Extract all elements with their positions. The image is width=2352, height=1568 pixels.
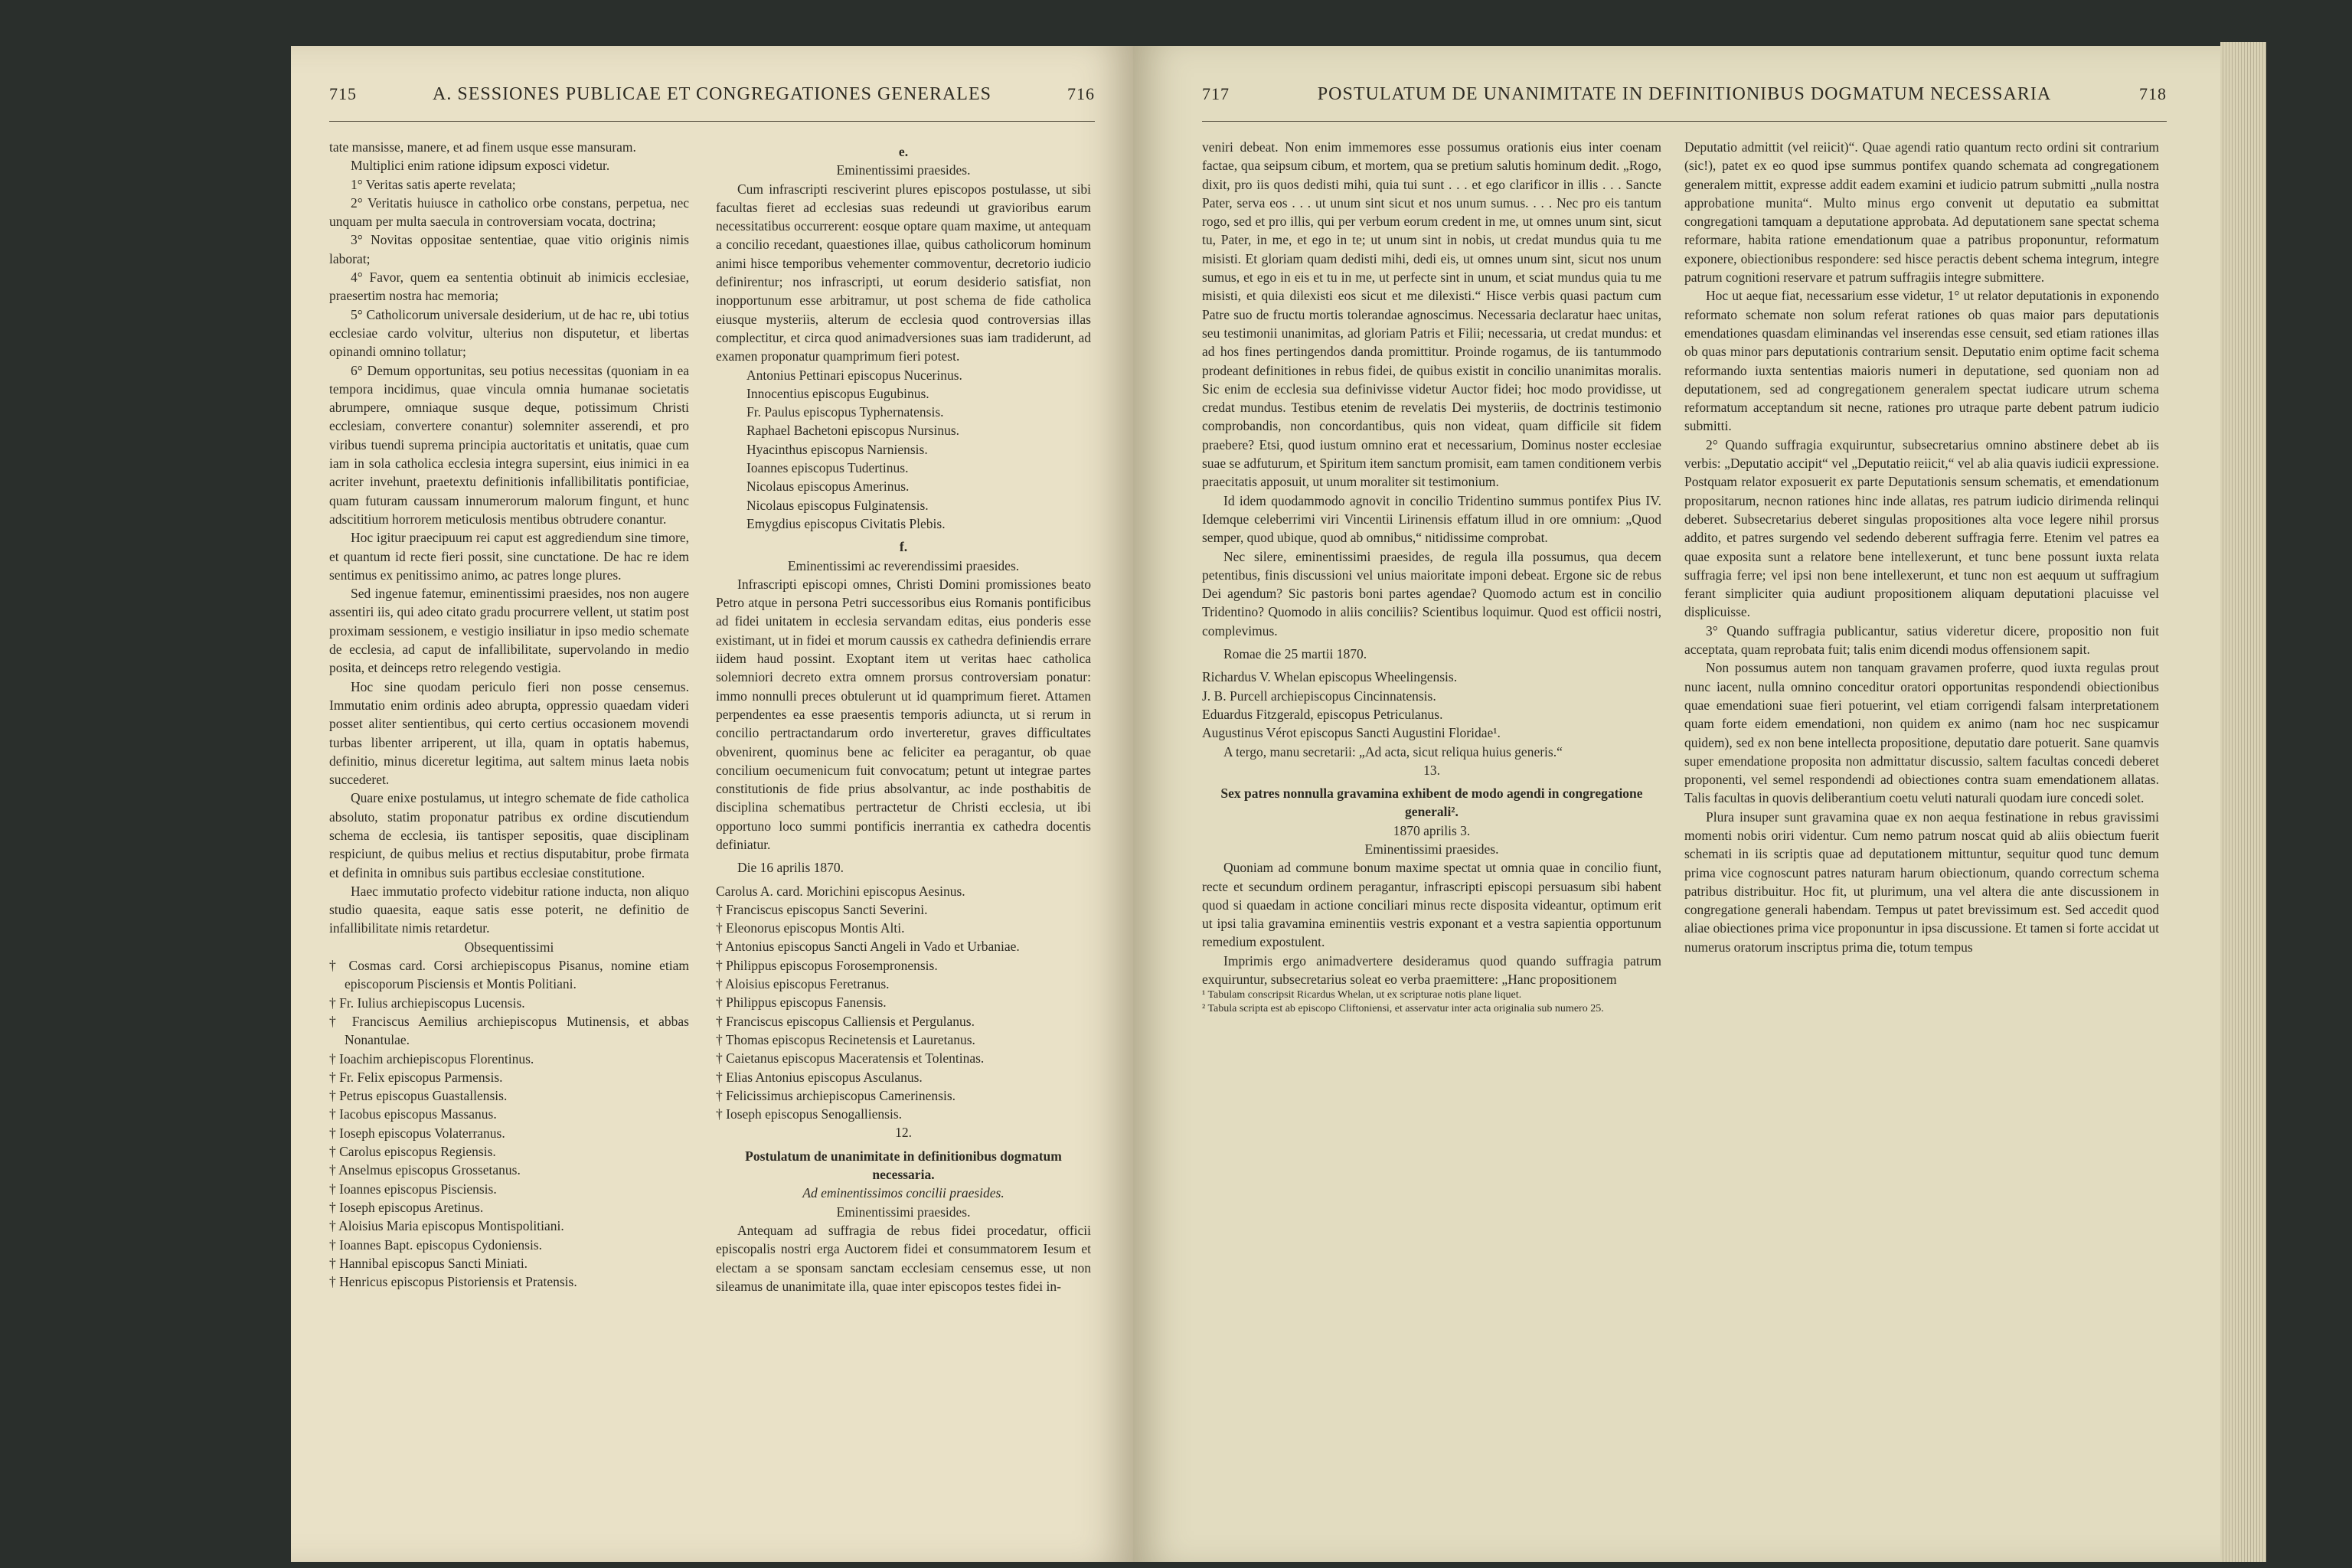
endorsement: A tergo, manu secretarii: „Ad acta, sicut reliqua huius generis.“ (1223, 743, 1563, 760)
document-title: Sex patres nonnulla gravamina exhibent de modo agendi in congregatione generali². (1220, 786, 1643, 820)
salutation: Eminentissimi praesides. (1364, 841, 1499, 857)
right-page (1133, 46, 2220, 1562)
signature: † Ioachim archiepiscopus Florentinus. (329, 1050, 534, 1067)
signature: Nicolaus episcopus Amerinus. (746, 479, 910, 495)
paragraph: Sed ingenue fatemur, eminentissimi praesides, nos non augere assentiri iis, qui adeo citato gradu procurrere vellent, ut statim post proximam sessionem, e vestigio insiliatur in ipso medio schemate de ecclesia, ad caput de infallibilitate, supervolando in medio posita, et deinceps retro relegendo vestigia. (329, 586, 689, 676)
signature-list (716, 366, 1091, 534)
left-page (291, 46, 1133, 1562)
date-line: Romae die 25 martii 1870. (1223, 646, 1367, 662)
paragraph: veniri debeat. Non enim immemores esse possumus orationis eius inter coenam factae, qua seipsum cibum, et mortem, qua se pretium salutis hominum dedit. „Rogo, dixit, pro iis quos dedisti mihi, quia tui sunt . . . et ego clarificor in illis . . . Sancte Pater, serva eos . . . ut unum sint sicut et nos unum sumus. . . . Nec pro eis tantum rogo, sed et pro illis, qui per verbum eorum credent in me, ut omnes unum sint, sicut tu, Pater, in me, et ego in te; ut unum sint in nobis, ut credat mundus quia tu me misisti. Et gloriam quam dedisti mihi, dedi eis, ut omnes unum sint, sicut nos unum sumus, et ego in eis et tu in me, ut perfecte sint in unum, et sciat mundus quia tu me misisti, et quia dilexisti eos sicut et me dilexisti.“ Hisce verbis quasi pactum cum Patre suo de fructu mortis tolerandae agnoscimus. Necessaria declaratur haec unitas, seu testimonii unanimitas, ad gloriam Patris et Filii; necessaria, ut credat mundus: et ad hos fines pertingendos danda promittitur. Proinde rogamus, de iis tantummodo prodeant definitiones in rebus fidei, de quibus existit in concilio unanimitas moralis. Sic enim de ecclesia sua definivisse videtur Auctor fidei; hoc modo providisse, ut credat mundus. Testibus etenim de revelatis Dei mysteriis, de doctrinis testimonio comprobandis, non concordantibus, quis non videat, quam difficile sit fidem praebere? Etsi, quod iustum omnino erat et necessarium, Dominus noster ecclesiae suae se adfuturum, et Spiritum item sanctum promisit, eam tamen conditionem verbis praecitatis apposuit, ut unum moraliter sit testimonium. (1202, 139, 1661, 490)
paragraph: Cum infrascripti resciverint plures episcopos postulasse, ut sibi facultas fieret ad ecclesias suas redeundi ut gravioribus earum necessitatibus occurrerent: eosque optare quam maxime, ut antequam a concilio recedant, quaestiones illae, quibus catholicorum hominum animi hisce temporibus vehementer commoventur, decretorio iudicio definirentur; nos infrascripti, ut eorum desiderio satisfiat, non inopportunum esse arbitramur, ut post schema de fide catholica eiusque mysteriis, alterum de ecclesia quod controversias illas complectitur, et circa quod animadversiones suas iam tradiderunt, ad examen proponatur quamprimum fieri potest. (716, 181, 1091, 364)
paragraph: Id idem quodammodo agnovit in concilio Tridentino summus pontifex Pius IV. Idemque celeberrimi viri Vincentii Lirinensis effatum illud in ore omnium: „Quod semper, quod ubique, quod ab omnibus,“ nitidissime comprobat. (1202, 492, 1661, 546)
paragraph: tate mansisse, manere, et ad finem usque esse mansuram. (329, 139, 636, 155)
signature: J. B. Purcell archiepiscopus Cincinnatensis. (1202, 688, 1436, 704)
salutation: Eminentissimi praesides. (836, 162, 971, 178)
signature: † Petrus episcopus Guastallensis. (329, 1088, 508, 1104)
paragraph: 3° Quando suffragia publicantur, satius videretur dicere, propositio non fuit acceptata, quam reprobata fuit; talis enim dicendi modus offensionem sapit. (1684, 622, 2159, 658)
paragraph: 2° Quando suffragia exquiruntur, subsecretarius omnino abstinere debet ab iis verbis: „Deputatio accipit“ vel „Deputatio reiicit,“ vel ab alia quavis iudicii expressione. Postquam relator exposuerit ex parte Deputationis sensum schematis, et emendationum propositarum, necnon rationes hinc inde allatas, res patrum iudicio dirimenda relinqui deberet. Subsecretarius deberet singulas propositiones alta voce legere nihil prorsus addito, et patres surgendo vel sedendo deberent suffragia ferre. Etenim vel patres ea quae exposita sunt a relatore bene intellexerunt, et tunc bene possunt iuxta relata suffragia ferre; vel ipsi non bene intellexerunt, et tunc non est aequum ut suffragium ferant simpliciter quia audiunt propositionem aliquam deputationi placuisse vel displicuisse. (1684, 436, 2159, 620)
salutation: Eminentissimi praesides. (836, 1204, 971, 1220)
signature: † Fr. Iulius archiepiscopus Lucensis. (329, 995, 525, 1011)
signature: † Aloisius episcopus Feretranus. (716, 976, 890, 992)
signature: † Antonius episcopus Sancti Angeli in Vado et Urbaniae. (716, 939, 1020, 955)
paragraph: 3° Novitas oppositae sententiae, quae vitio originis nimis laborat; (329, 232, 689, 266)
running-title: POSTULATUM DE UNANIMITATE IN DEFINITIONIBUS DOGMATUM NECESSARIA (1317, 84, 2052, 104)
signature: Carolus A. card. Morichini episcopus Aesinus. (716, 883, 965, 899)
left-page-column-1 (329, 138, 689, 1291)
signature: † Henricus episcopus Pistoriensis et Pratensis. (329, 1274, 577, 1290)
left-page-header (329, 84, 1095, 115)
signature: † Franciscus episcopus Calliensis et Pergulanus. (716, 1013, 975, 1029)
paragraph: Hoc ut aeque fiat, necessarium esse videtur, 1° ut relator deputationis in exponendo reformato schemate non solum referat rationes ob quas maior pars deputationis emendationes quasdam eliminandas vel inserendas esse censuit, sed etiam rationes illas ob quas minor pars deputationis contrarium sensit. Deputatio enim optime facit schema reformando iuxta sententias maioris numeri in deputatione, sed quoniam non ad deputationem, sed ad congregationem generalem spectat iudicare utrum schema reformatum acceptandum sit necne, rationes pro utraque parte debent patrum iudicio submitti. (1684, 288, 2159, 434)
signature: † Philippus episcopus Forosempronensis. (716, 957, 938, 973)
page-number: 716 (1067, 84, 1095, 103)
signature: Ioannes episcopus Tudertinus. (746, 460, 909, 476)
signature: † Ioseph episcopus Aretinus. (329, 1199, 484, 1215)
signature: † Ioannes episcopus Pisciensis. (329, 1181, 497, 1197)
signature: † Hannibal episcopus Sancti Miniati. (329, 1255, 528, 1271)
signature: † Aloisius Maria episcopus Montispolitiani. (329, 1218, 564, 1234)
signature: Hyacinthus episcopus Narniensis. (746, 441, 928, 457)
signature: † Philippus episcopus Fanensis. (716, 995, 887, 1011)
signature: Fr. Paulus episcopus Typhernatensis. (746, 404, 944, 420)
signature: † Fr. Felix episcopus Parmensis. (329, 1069, 503, 1085)
signature: Augustinus Vérot episcopus Sancti Augustini Floridae¹. (1202, 725, 1501, 741)
signature: Richardus V. Whelan episcopus Wheelingensis. (1202, 669, 1458, 685)
signature: † Anselmus episcopus Grossetanus. (329, 1162, 521, 1178)
page-number: 717 (1202, 84, 1230, 103)
document-title: Postulatum de unanimitate in definitionibus dogmatum necessaria. (745, 1148, 1062, 1183)
paragraph: Imprimis ergo animadvertere desideramus quod quando suffragia patrum exquiruntur, subsecretarius soleat eo verba praemittere: „Hanc propositionem (1202, 952, 1661, 988)
signature: † Franciscus episcopus Sancti Severini. (716, 901, 928, 917)
paragraph: Antequam ad suffragia de rebus fidei procedatur, officii episcopalis nostri erga Auctorem fidei et consummatorem Iesum et electam a se sponsam sanctam ecclesiam censemus esse, ut non sileamus de unanimitate illa, quae inter episcopos testes fidei in- (716, 1222, 1091, 1294)
paragraph: Quare enixe postulamus, ut integro schemate de fide catholica absoluto, statim proponatur patribus ex ordine discutiendum schema de ecclesia, iis tantisper sepositis, quae disciplinam respiciunt, de quibus melius et rectius disputabitur, probe firmata et definita in omnibus suis partibus ecclesiae constitutione. (329, 790, 689, 880)
signature: † Thomas episcopus Recinetensis et Lauretanus. (716, 1031, 975, 1047)
signature: Nicolaus episcopus Fulginatensis. (746, 497, 929, 513)
header-rule (1202, 121, 2167, 122)
signature-list (1202, 668, 1661, 742)
paragraph: 5° Catholicorum universale desiderium, ut de hac re, ubi totius ecclesiae cardo volvitur, ulterius non disputetur, et libertas opinandi omnino tollatur; (329, 306, 689, 360)
salutation: Eminentissimi ac reverendissimi praesides. (787, 557, 1020, 573)
paragraph: Quoniam ad commune bonum maxime spectat ut omnia quae in concilio fiunt, recte et secundum ordinem peragantur, infrascripti episcopi persuasum sibi habent quod si quaedam in actione conciliari minus recte disposita videantur, optimum erit ut ipsi talia gravamina eminentiis vestris exponant et a vestra sapientia opportunum remedium expostulent. (1202, 860, 1661, 950)
paragraph: Hoc sine quodam periculo fieri non posse censemus. Immutatio enim ordinis adeo abrupta, oppressio quaedam videri posset aliter sentientibus, qui certo certius occasionem movendi turbas libenter arriperent, ut illa, quam in optatis habemus, definitio, minus diceretur legitima, aut saltem minus laeta nobis succederet. (329, 678, 689, 788)
signature: Raphael Bachetoni episcopus Nursinus. (746, 423, 960, 439)
paragraph: Hoc igitur praecipuum rei caput est aggrediendum sine timore, et quantum id recte fieri possit, sine cunctatione. De hac re idem sentimus ex penitissimo animo, ac patres longe plures. (329, 530, 689, 583)
signature: † Caietanus episcopus Maceratensis et Tolentinas. (716, 1050, 985, 1067)
paragraph: Infrascripti episcopi omnes, Christi Domini promissiones beato Petro atque in persona Petri successoribus eius Romanis pontificibus ad fidei unitatem in ecclesia servandam editas, eius ponderis esse existimant, ut in fidei et morum caussis ex cathedra definiendis errare iidem haud possint. Exoptant item ut veritas haec catholica solemniori decreto extra omnem prorsus controversiam ponatur: immo nonnulli preces obtulerunt ut id quamprimum fieret. Attamen perpendentes ea esse praesentis temporis adiuncta, ut si rerum in concilio pertractandarum ordo inverteretur, graves difficultates obvenirent, quominus bene ac feliciter ea peragantur, ob quae concilium oecumenicum fuit convocatum; petunt ut integrae partes constitutionis de fide prius absolvantur, ac inde posthabitis de disciplina schematibus pertractetur de Christi ecclesia, ut ibi opportuno loco summi pontificis inerrantia ex cathedra docentis definiatur. (716, 576, 1091, 852)
document-number: 12. (895, 1125, 912, 1141)
date-line: 1870 aprilis 3. (1393, 822, 1471, 838)
signature: † Cosmas card. Corsi archiepiscopus Pisanus, nomine etiam episcoporum Pisciensis et Montis Politiani. (329, 958, 689, 992)
signature-list (329, 956, 689, 1291)
page-number: 715 (329, 84, 357, 103)
paragraph: 2° Veritatis huiusce in catholico orbe constans, perpetua, nec unquam per multa saecula in controversiam vocata, doctrina; (329, 194, 689, 230)
paragraph: Haec immutatio profecto videbitur ratione inducta, non aliquo studio quaesita, eaque satis esse poterit, ne definitio de infallibilitate nimis retardetur. (329, 883, 689, 936)
signature: † Ioseph episcopus Volaterranus. (329, 1125, 505, 1141)
address-line: Ad eminentissimos concilii praesides. (802, 1185, 1004, 1201)
footnote: ¹ Tabulam conscripsit Ricardus Whelan, ut ex scripturae notis plane liquet. (1202, 989, 1522, 1001)
paragraph: 6° Demum opportunitas, seu potius necessitas (quoniam in ea tempora incidimus, quae vincula omnia humanae societatis abrumpere, omniaque susque deque, potissimum Christi ecclesiam, convertere conantur) solemniter asserendi, et pro viribus tuendi suprema principia auctoritatis et unitatis, quae cum iam in sola catholica ecclesia integra supersint, eius inimici in ea acriter invehunt, praetextu definitionis infallibilitatis pontificiae, quam futuram caussam innumerorum malorum fingunt, et hunc adscititium horrorem meticulosis mentibus obtrudere conantur. (329, 362, 689, 527)
paragraph: Non possumus autem non tanquam gravamen proferre, quod iuxta regulas prout nunc iacent, nulla omnino conceditur oratori opportunitas respondendi obiectionibus quae emendationi suae fieri potuerint, vel etiam corrigendi falsam interpretationem quam forte eidem emendationi, non quidem ex animo (nam hoc nec suspicamur quidem), sed ex non bene intellecta propositione, deputatio dare potuerit. Sane quamvis super emendatione proposita non admittatur discussio, saltem facultas concedi deberet proponenti, vel semel respondendi ad obiectiones contra suam emendationem allatas. Talis facultas in quovis deliberantium coetu veluti naturali quodam iure concedi solet. (1684, 660, 2159, 806)
running-title: A. SESSIONES PUBLICAE ET CONGREGATIONES GENERALES (433, 84, 991, 104)
signature: Antonius Pettinari episcopus Nucerinus. (746, 367, 962, 383)
signature: † Eleonorus episcopus Montis Alti. (716, 920, 905, 936)
right-page-column-1 (1202, 138, 1661, 1016)
signature: † Ioannes Bapt. episcopus Cydoniensis. (329, 1236, 543, 1253)
paragraph: Nec silere, eminentissimi praesides, de regula illa possumus, qua decem petentibus, finis discussioni vel unius maioritate imponi debeat. Ergone sic de rebus Dei agendum? Sic pastoris boni partes agendae? Quomodo actum est in concilio Tridentino? Quomodo in aliis conciliis? Scientibus loquimur. Quod est officii nostri, complevimus. (1202, 548, 1661, 639)
right-page-column-2 (1684, 138, 2159, 956)
left-page-column-2 (716, 138, 1091, 1295)
signature: † Franciscus Aemilius archiepiscopus Mutinensis, et abbas Nonantulae. (329, 1013, 689, 1048)
date-line: Die 16 aprilis 1870. (737, 860, 844, 876)
section-letter: f. (899, 539, 908, 555)
signature: † Ioseph episcopus Senogalliensis. (716, 1106, 903, 1122)
section-letter: e. (898, 144, 909, 159)
signature: † Carolus episcopus Regiensis. (329, 1144, 496, 1160)
paragraph: Deputatio admittit (vel reiicit)“. Quae agendi ratio quantum recto ordini sit contrarium (sic!), patet ex eo quod ipse summus pontifex quando schemata ad congregationem generalem mittit, expresse addit eadem examini et iudicio patrum submitti „nulla nostra approbatione munita“. Multo minus ergo convenit ut deputatio ea submittat congregationi tamquam a deputatione approbata. Ad deputationem sane spectat schema reformare, habita ratione emendationum quae a patribus proponuntur, reformatum exponere, obiectionibus respondere: sed hisce peractis debent schema integrum, integre patrum cognitioni reservare et patrum suffragiis integre submittere. (1684, 139, 2159, 286)
right-page-header (1202, 84, 2167, 115)
paragraph: Multiplici enim ratione idipsum exposci videtur. (351, 158, 610, 174)
document-number: 13. (1423, 762, 1440, 778)
signature-list (716, 882, 1091, 1124)
signature: Eduardus Fitzgerald, episcopus Petriculanus. (1202, 706, 1443, 722)
signature: Innocentius episcopus Eugubinus. (746, 385, 929, 401)
signature: Emygdius episcopus Civitatis Plebis. (746, 515, 946, 531)
paragraph: 4° Favor, quem ea sententia obtinuit ab inimicis ecclesiae, praesertim nostra hac memoria; (329, 270, 689, 304)
paragraph: Plura insuper sunt gravamina quae ex non aequa festinatione in rebus gravissimi momenti nobis oriri videntur. Cum nemo patrum noscat quid ab aliis obiectum fuerit schemati in iis scriptis quae ad deputationem mittuntur, sequitur quod tunc demum prima vice cognoscunt patres naturam harum obiectionum, quando correctum schema patribus distribuitur. Hoc fit, ut plurimum, una vel altera die ante discussionem in congregatione generali habendam. Tempus ut patet brevissimum est. Sed accedit quod aliae obiectiones prima vice proponuntur in ipsa discussione. Et tamen si forte accidat ut numerus oratorum inscriptus prima die, totum tempus (1684, 808, 2159, 955)
page-number: 718 (2139, 84, 2167, 103)
page-edges (2220, 42, 2266, 1562)
paragraph: 1° Veritas satis aperte revelata; (351, 176, 516, 192)
signature: † Elias Antonius episcopus Asculanus. (716, 1069, 923, 1085)
header-rule (329, 121, 1095, 122)
signature: † Iacobus episcopus Massanus. (329, 1106, 497, 1122)
footnote: ² Tabula scripta est ab episcopo Cliftoniensi, et asservatur inter acta originalia sub numero 25. (1202, 1003, 1604, 1015)
closing: Obsequentissimi (464, 939, 554, 955)
signature: † Felicissimus archiepiscopus Camerinensis. (716, 1087, 956, 1103)
